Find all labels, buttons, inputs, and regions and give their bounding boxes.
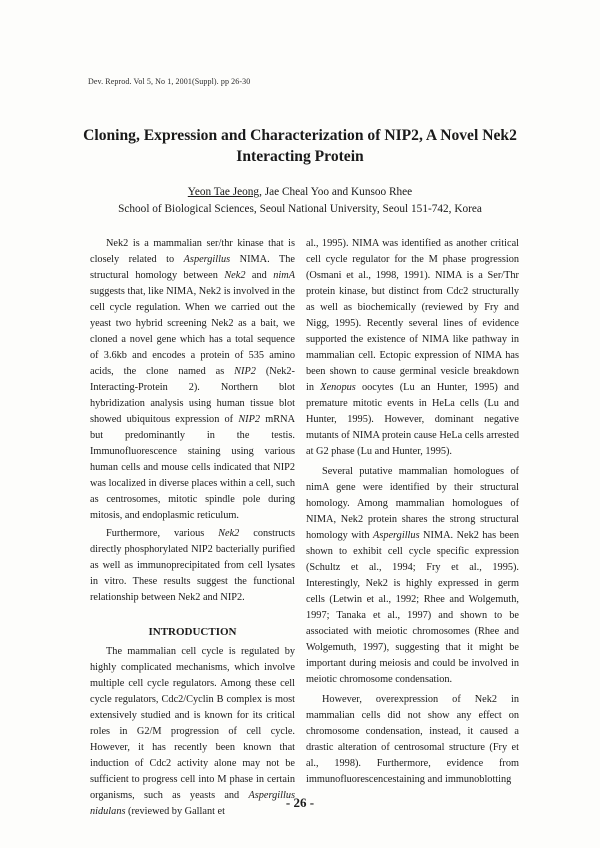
intro-paragraph-1: The mammalian cell cycle is regulated by highly complicated mechanisms, which involve multiple cell cycle regulators. Among these cell cycle regulators, Cdc2/Cyclin B complex is most extensively studied and is known for its critical roles in G2/M progression of cell cycle. However, it has recently been known that induction of Cdc2 activity alone may not be sufficient to progress cell into M phase in certain organisms, such as yeasts and Aspergillus nidulans (reviewed by Gallant et: [90, 646, 295, 817]
right-paragraph-1: al., 1995). NIMA was identified as another critical cell cycle regulator for the M phase progression (Osmani et al., 1998, 1991). NIMA is a Ser/Thr protein kinase, but distinct from Cdc2 structurally as well as biochemically (reviewed by Fry and Nigg, 1995). Recently several lines of evidence supported the existence of NIMA like pathway in mammalian cell. Ectopic expression of NIMA has been shown to cause germinal vesicle breakdown in Xenopus oocytes (Lu an Hunter, 1995) and premature mitotic events in HeLa cells (Lu and Hunter, 1995). However, dominant negative mutants of NIMA protein cause HeLa cells arrested at G2 phase (Lu and Hunter, 1995).: [306, 238, 519, 457]
author-list: [40, 184, 560, 200]
page-number: - 26 -: [285, 795, 315, 810]
first-author: Yeon Tae Jeong: [187, 186, 260, 198]
right-paragraph-3: However, overexpression of Nek2 in mammalian cells did not show any effect on chromosome condensation, instead, it caused a drastic alteration of centrosomal structure (Fry et al., 1998). Furthermore, evidence from immunofluorescencestaining and immunoblotting: [306, 694, 519, 785]
right-column: [306, 236, 519, 788]
title-line-1: Cloning, Expression and Characterization of NIP2, A Novel Nek2: [83, 127, 517, 144]
right-paragraph-2: Several putative mammalian homologues of nimA gene were identified by their structural homology. Among mammalian homologues of NIMA, Nek2 protein shares the strong structural homology with Aspergillus NIMA. Nek2 has been shown to exhibit cell cycle specific expression (Schultz et al., 1994; Fry et al., 1995). Interestingly, Nek2 is highly expressed in germ cells (Letwin et al., 1992; Rhee and Wolgemuth, 1997; Tanaka et al., 1997) and shown to be associated with meiotic chromosomes (Rhee and Wolgemuth, 1997), suggesting that it might be important during meiosis and could be involved in meiotic chromosome condensation.: [306, 466, 520, 685]
title-line-2: Interacting Protein: [236, 148, 364, 165]
abstract-paragraph-1: Nek2 is a mammalian ser/thr kinase that is closely related to Aspergillus NIMA. The structural homology between Nek2 and nimA suggests that, like NIMA, Nek2 is involved in the cell cycle regulation. When we carried out the yeast two hybrid screening Nek2 as a bait, we cloned a novel gene which has a total sequence of 3.6kb and encodes a protein of 535 amino acids, the clone named as NIP2 (Nek2-Interacting-Protein 2). Northern blot hybridization analysis using human tissue blot showed ubiquitous expression of NIP2 mRNA but predominantly in the testis. Immunofluorescence staining using various human cells and mouse cells indicated that NIP2 was localized in diverse places within a cell, such as centrosomes, mitotic spindle pole during mitosis, and endoplasmic reticulum.: [90, 238, 295, 521]
paper-title: [40, 125, 560, 167]
other-authors: , Jae Cheal Yoo and Kunsoo Rhee: [259, 186, 413, 198]
introduction-heading: INTRODUCTION: [148, 626, 237, 638]
left-column: [90, 236, 295, 820]
abstract-paragraph-2: Furthermore, various Nek2 constructs directly phosphorylated NIP2 bacterially purified as well as immunoprecipitated from cell lysates in vitro. These results suggest the functional relationship between Nek2 and NIP2.: [90, 528, 295, 603]
journal-reference: Dev. Reprod. Vol 5, No 1, 2001(Suppl). pp 26-30: [88, 77, 251, 86]
affiliation: School of Biological Sciences, Seoul National University, Seoul 151-742, Korea: [118, 203, 482, 215]
